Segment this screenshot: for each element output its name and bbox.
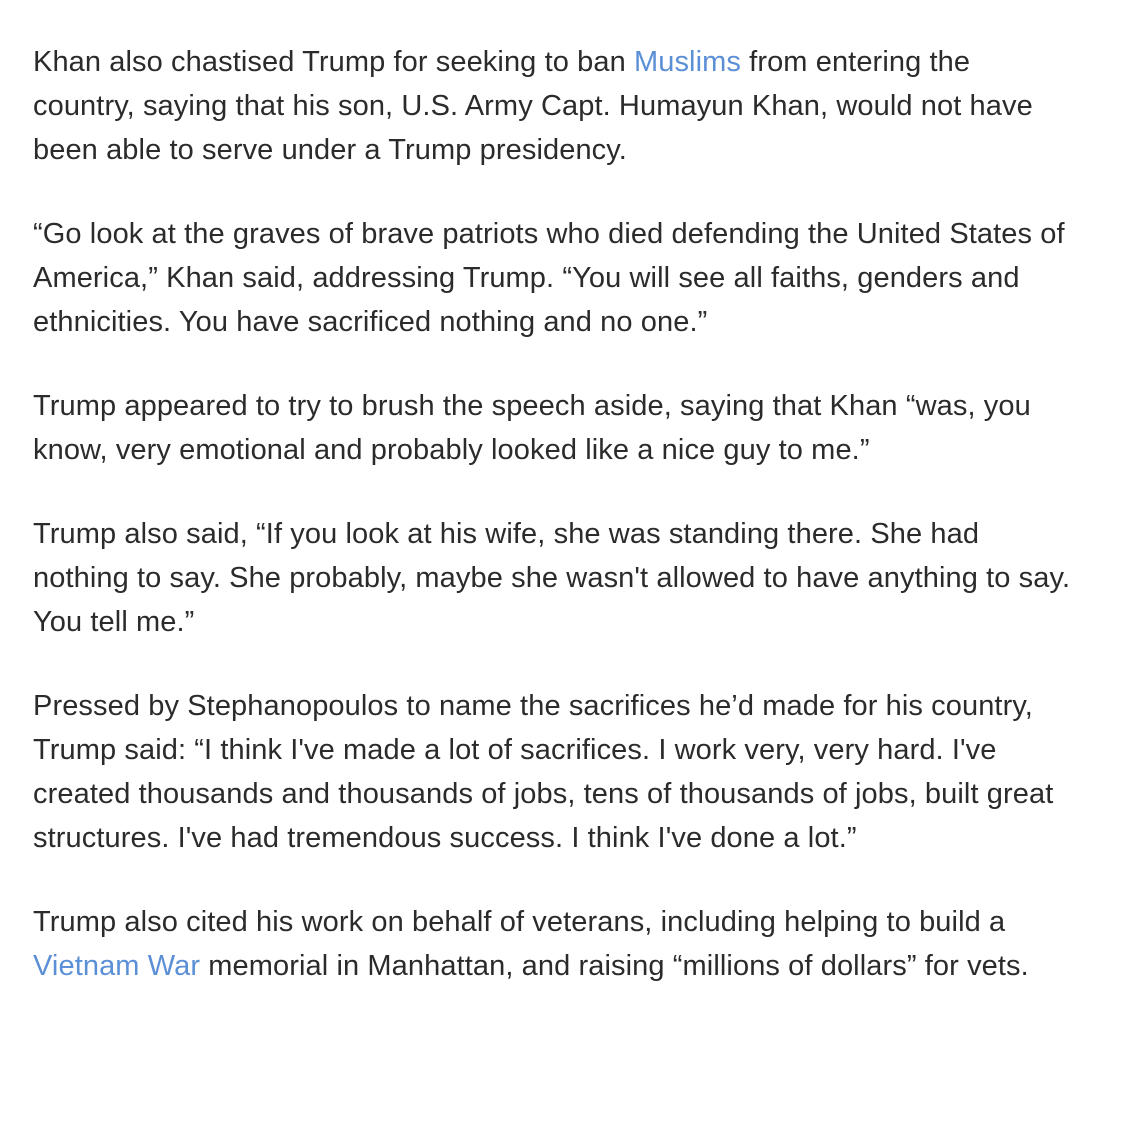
paragraph-6 [33,900,1076,988]
paragraph-2: “Go look at the graves of brave patriots who died defending the United States of America,” Khan said, addressing Trump. “You will see all faiths, genders and ethnicities. You have sacrificed nothing and no one.” [33,218,1065,338]
paragraph-4: Trump also said, “If you look at his wife, she was standing there. She had nothing to say. She probably, maybe she wasn't allowed to have anything to say. You tell me.” [33,518,1071,638]
paragraph-3: Trump appeared to try to brush the speech aside, saying that Khan “was, you know, very emotional and probably looked like a nice guy to me.” [33,390,1031,466]
paragraph-6-text-before: Trump also cited his work on behalf of veterans, including helping to build a [33,906,1006,938]
paragraph-1-text-before: Khan also chastised Trump for seeking to ban [33,46,634,78]
paragraph-1 [33,40,1076,172]
paragraph-6-text-after: memorial in Manhattan, and raising “millions of dollars” for vets. [200,950,1029,982]
paragraph-5: Pressed by Stephanopoulos to name the sacrifices he’d made for his country, Trump said: “I think I've made a lot of sacrifices. I work very, very hard. I've created thousands and thousands of jobs, tens of thousands of jobs, built great structures. I've had tremendous success. I think I've done a lot.” [33,690,1054,854]
muslims-link[interactable]: Muslims [633,46,741,78]
paragraph-1-text-after: from entering the country, saying that his son, U.S. Army Capt. Humayun Khan, would not have been able to serve under a Trump presidency. [33,46,1033,166]
vietnam-war-link[interactable]: Vietnam War [33,950,201,982]
